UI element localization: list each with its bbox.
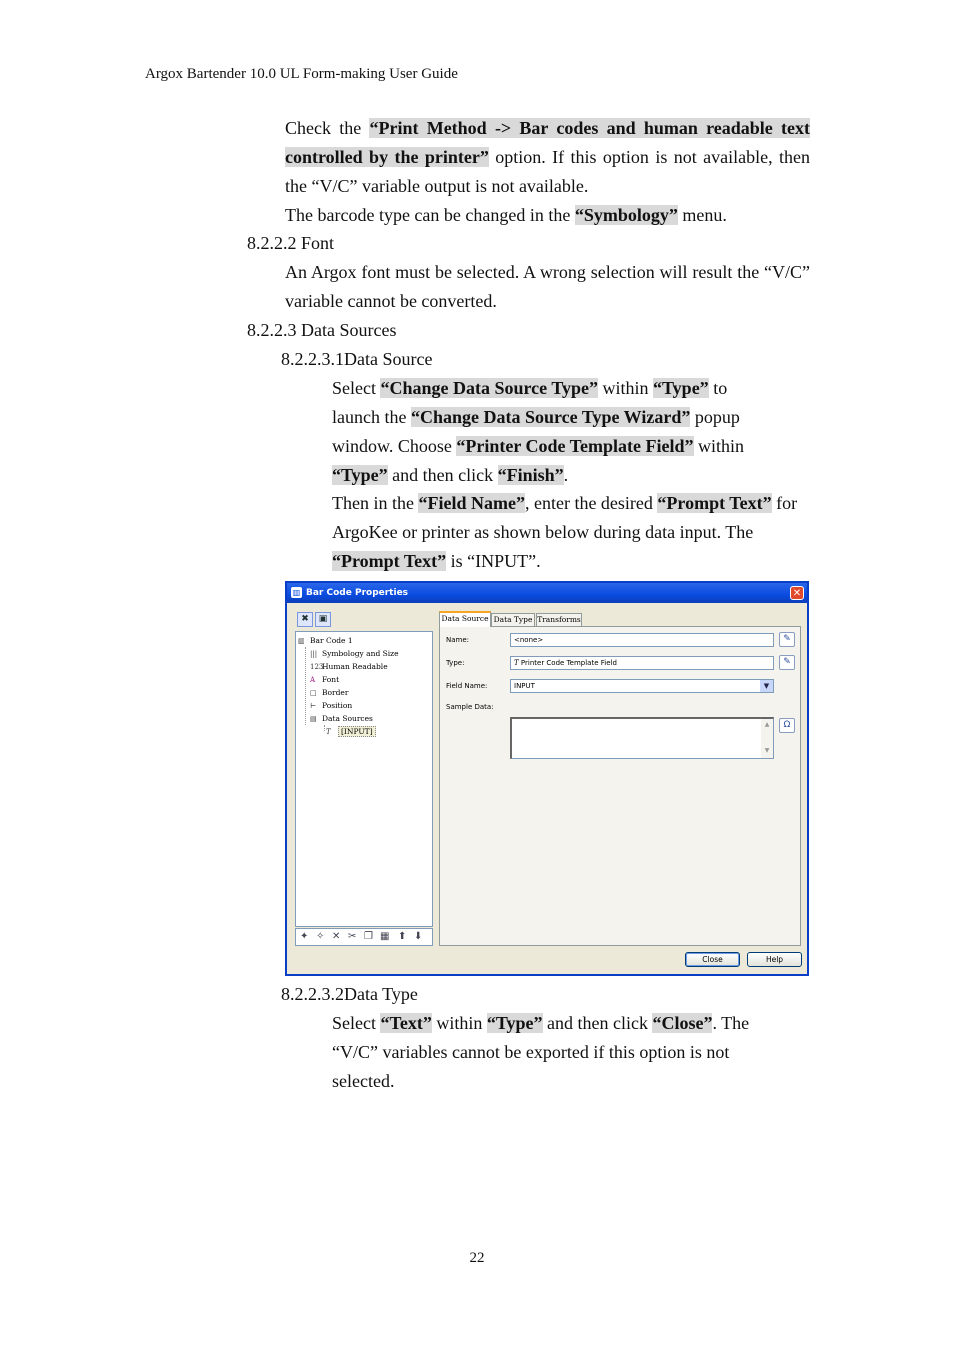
position-icon: ⊢ — [310, 702, 317, 710]
text: , enter the desired — [524, 493, 658, 513]
field-name-select[interactable] — [510, 679, 774, 693]
text: within — [693, 436, 745, 456]
delete-icon[interactable]: ✕ — [332, 931, 341, 942]
highlight: “Change Data Source Type Wizard” — [410, 407, 691, 427]
text: The barcode type can be changed in the — [285, 205, 575, 225]
type-edit-icon[interactable]: ✎ — [779, 655, 795, 670]
close-icon[interactable]: ✕ — [790, 586, 804, 600]
paste-icon[interactable]: ▦ — [380, 931, 390, 942]
heading-data-sources: 8.2.2.3 Data Sources — [247, 320, 397, 340]
heading-data-source: 8.2.2.3.1Data Source — [281, 349, 433, 369]
text: menu. — [677, 205, 727, 225]
sample-data-label: Sample Data: — [446, 703, 494, 711]
tree-label: Font — [322, 675, 340, 684]
highlight: “Change Data Source Type” — [380, 378, 598, 398]
text: popup window. Choose — [332, 407, 740, 456]
highlight-symbology: “Symbology” — [574, 205, 678, 225]
text: is “INPUT”. — [446, 551, 541, 571]
barcode-app-icon: ▥ — [292, 588, 301, 597]
name-edit-icon[interactable]: ✎ — [779, 632, 795, 647]
properties-pane — [439, 611, 801, 945]
text: and then click — [542, 1013, 653, 1033]
chevron-down-icon[interactable]: ▼ — [760, 680, 773, 692]
text: Check the — [285, 118, 370, 138]
tree-item-data-sources[interactable] — [310, 714, 373, 723]
move-down-icon[interactable]: ⬇ — [414, 931, 423, 942]
cut-icon[interactable]: ✂ — [348, 931, 357, 942]
paragraph-data-source — [332, 374, 777, 490]
text: to launch the — [332, 378, 728, 427]
name-field[interactable]: <none> — [510, 633, 774, 647]
highlight: “Type” — [486, 1013, 543, 1033]
dialog-titlebar — [287, 583, 807, 603]
tree-label: Human Readable — [322, 662, 388, 671]
help-button[interactable]: Help — [747, 952, 802, 967]
font-icon: A — [310, 676, 316, 684]
omega-symbol-icon[interactable]: Ω — [779, 718, 795, 733]
tree-item-font[interactable] — [310, 675, 339, 684]
heading-data-type: 8.2.2.3.2Data Type — [281, 984, 418, 1004]
sample-data-textarea[interactable] — [510, 717, 774, 759]
highlight: “Type” — [332, 465, 388, 485]
paragraph-print-method — [285, 114, 810, 201]
field-name-value: INPUT — [514, 682, 535, 690]
text: within — [431, 1013, 487, 1033]
text: Select — [332, 1013, 381, 1033]
move-up-icon[interactable]: ⬆ — [398, 931, 407, 942]
tree-label: Symbology and Size — [322, 649, 399, 658]
paragraph-field-name — [332, 489, 814, 576]
text-t-icon: T — [514, 659, 521, 667]
type-value: Printer Code Template Field — [520, 659, 617, 667]
data-source-panel — [439, 626, 801, 946]
highlight: “Printer Code Template Field” — [456, 436, 694, 456]
sample-data-scrollbar[interactable]: ▲ ▼ — [761, 719, 773, 758]
barcode-bars-icon: ||| — [310, 650, 318, 658]
paragraph-font: An Argox font must be selected. A wrong selection will result the “V/C” variable cannot be converted. — [285, 262, 810, 311]
barcode-icon: ▥ — [298, 637, 305, 645]
dialog-title: Bar Code Properties — [306, 588, 409, 598]
type-label: Type: — [446, 659, 465, 667]
tab-transforms[interactable]: Transforms — [536, 613, 582, 627]
text-t-icon: T — [326, 728, 331, 736]
highlight: “Type” — [653, 378, 709, 398]
tree-label: Data Sources — [322, 714, 373, 723]
paragraph-symbology — [285, 201, 810, 230]
text: . — [563, 465, 569, 485]
highlight-print-method: “Print Method -> Bar codes and human readable text controlled by the printer” — [285, 118, 810, 167]
highlight: “Text” — [380, 1013, 432, 1033]
highlight: “Finish” — [497, 465, 564, 485]
copy-icon[interactable]: ❐ — [364, 931, 373, 942]
tab-data-type[interactable]: Data Type — [491, 613, 535, 627]
tree-label: Border — [322, 688, 349, 697]
new-icon[interactable]: ✦ — [300, 931, 309, 942]
tree-label: Position — [322, 701, 353, 710]
paragraph-data-type — [332, 1009, 782, 1096]
numbers-icon: 123 — [310, 663, 324, 671]
tree-toolbar — [295, 611, 433, 629]
tree-item-border[interactable] — [310, 688, 348, 697]
view-icon[interactable]: ▣ — [315, 612, 331, 627]
close-button[interactable]: Close — [685, 952, 740, 967]
tree-item-symbology[interactable] — [310, 649, 399, 658]
tree-item-human-readable[interactable] — [310, 662, 388, 671]
field-name-label: Field Name: — [446, 682, 488, 690]
text: Select — [332, 378, 381, 398]
tree-item-root[interactable] — [298, 636, 353, 645]
tab-data-source[interactable]: Data Source — [439, 611, 491, 627]
tree-bottom-toolbar — [295, 928, 433, 946]
data-sources-icon: ▤ — [310, 715, 317, 723]
running-header: Argox Bartender 10.0 UL Form-making User Guide — [145, 66, 458, 82]
tree-label: Bar Code 1 — [310, 636, 353, 645]
highlight: “Close” — [652, 1013, 713, 1033]
name-label: Name: — [446, 636, 470, 644]
wizard-icon[interactable]: ✧ — [316, 931, 325, 942]
collapse-icon[interactable]: ✖ — [297, 612, 313, 627]
bar-code-properties-dialog — [285, 581, 809, 976]
type-field[interactable] — [510, 656, 774, 670]
heading-font: 8.2.2.2 Font — [247, 233, 335, 253]
tree-label: [INPUT] — [338, 726, 376, 737]
text: and then click — [387, 465, 498, 485]
text: Then in the — [332, 493, 419, 513]
tree-item-position[interactable] — [310, 701, 352, 710]
highlight: “Field Name” — [418, 493, 525, 513]
highlight: “Prompt Text” — [657, 493, 772, 513]
tree-item-input[interactable] — [326, 727, 376, 736]
text: option. If this option is not available, then the “V/C” variable output is not available. — [285, 147, 810, 196]
text: within — [598, 378, 654, 398]
properties-tree — [295, 631, 433, 927]
highlight: “Prompt Text” — [332, 551, 447, 571]
text: for ArgoKee or printer as shown below during data input. The — [332, 493, 798, 542]
page-number: 22 — [469, 1250, 485, 1266]
text: . The “V/C” variables cannot be exported if this option is not selected. — [332, 1013, 750, 1091]
border-icon: □ — [310, 689, 317, 697]
